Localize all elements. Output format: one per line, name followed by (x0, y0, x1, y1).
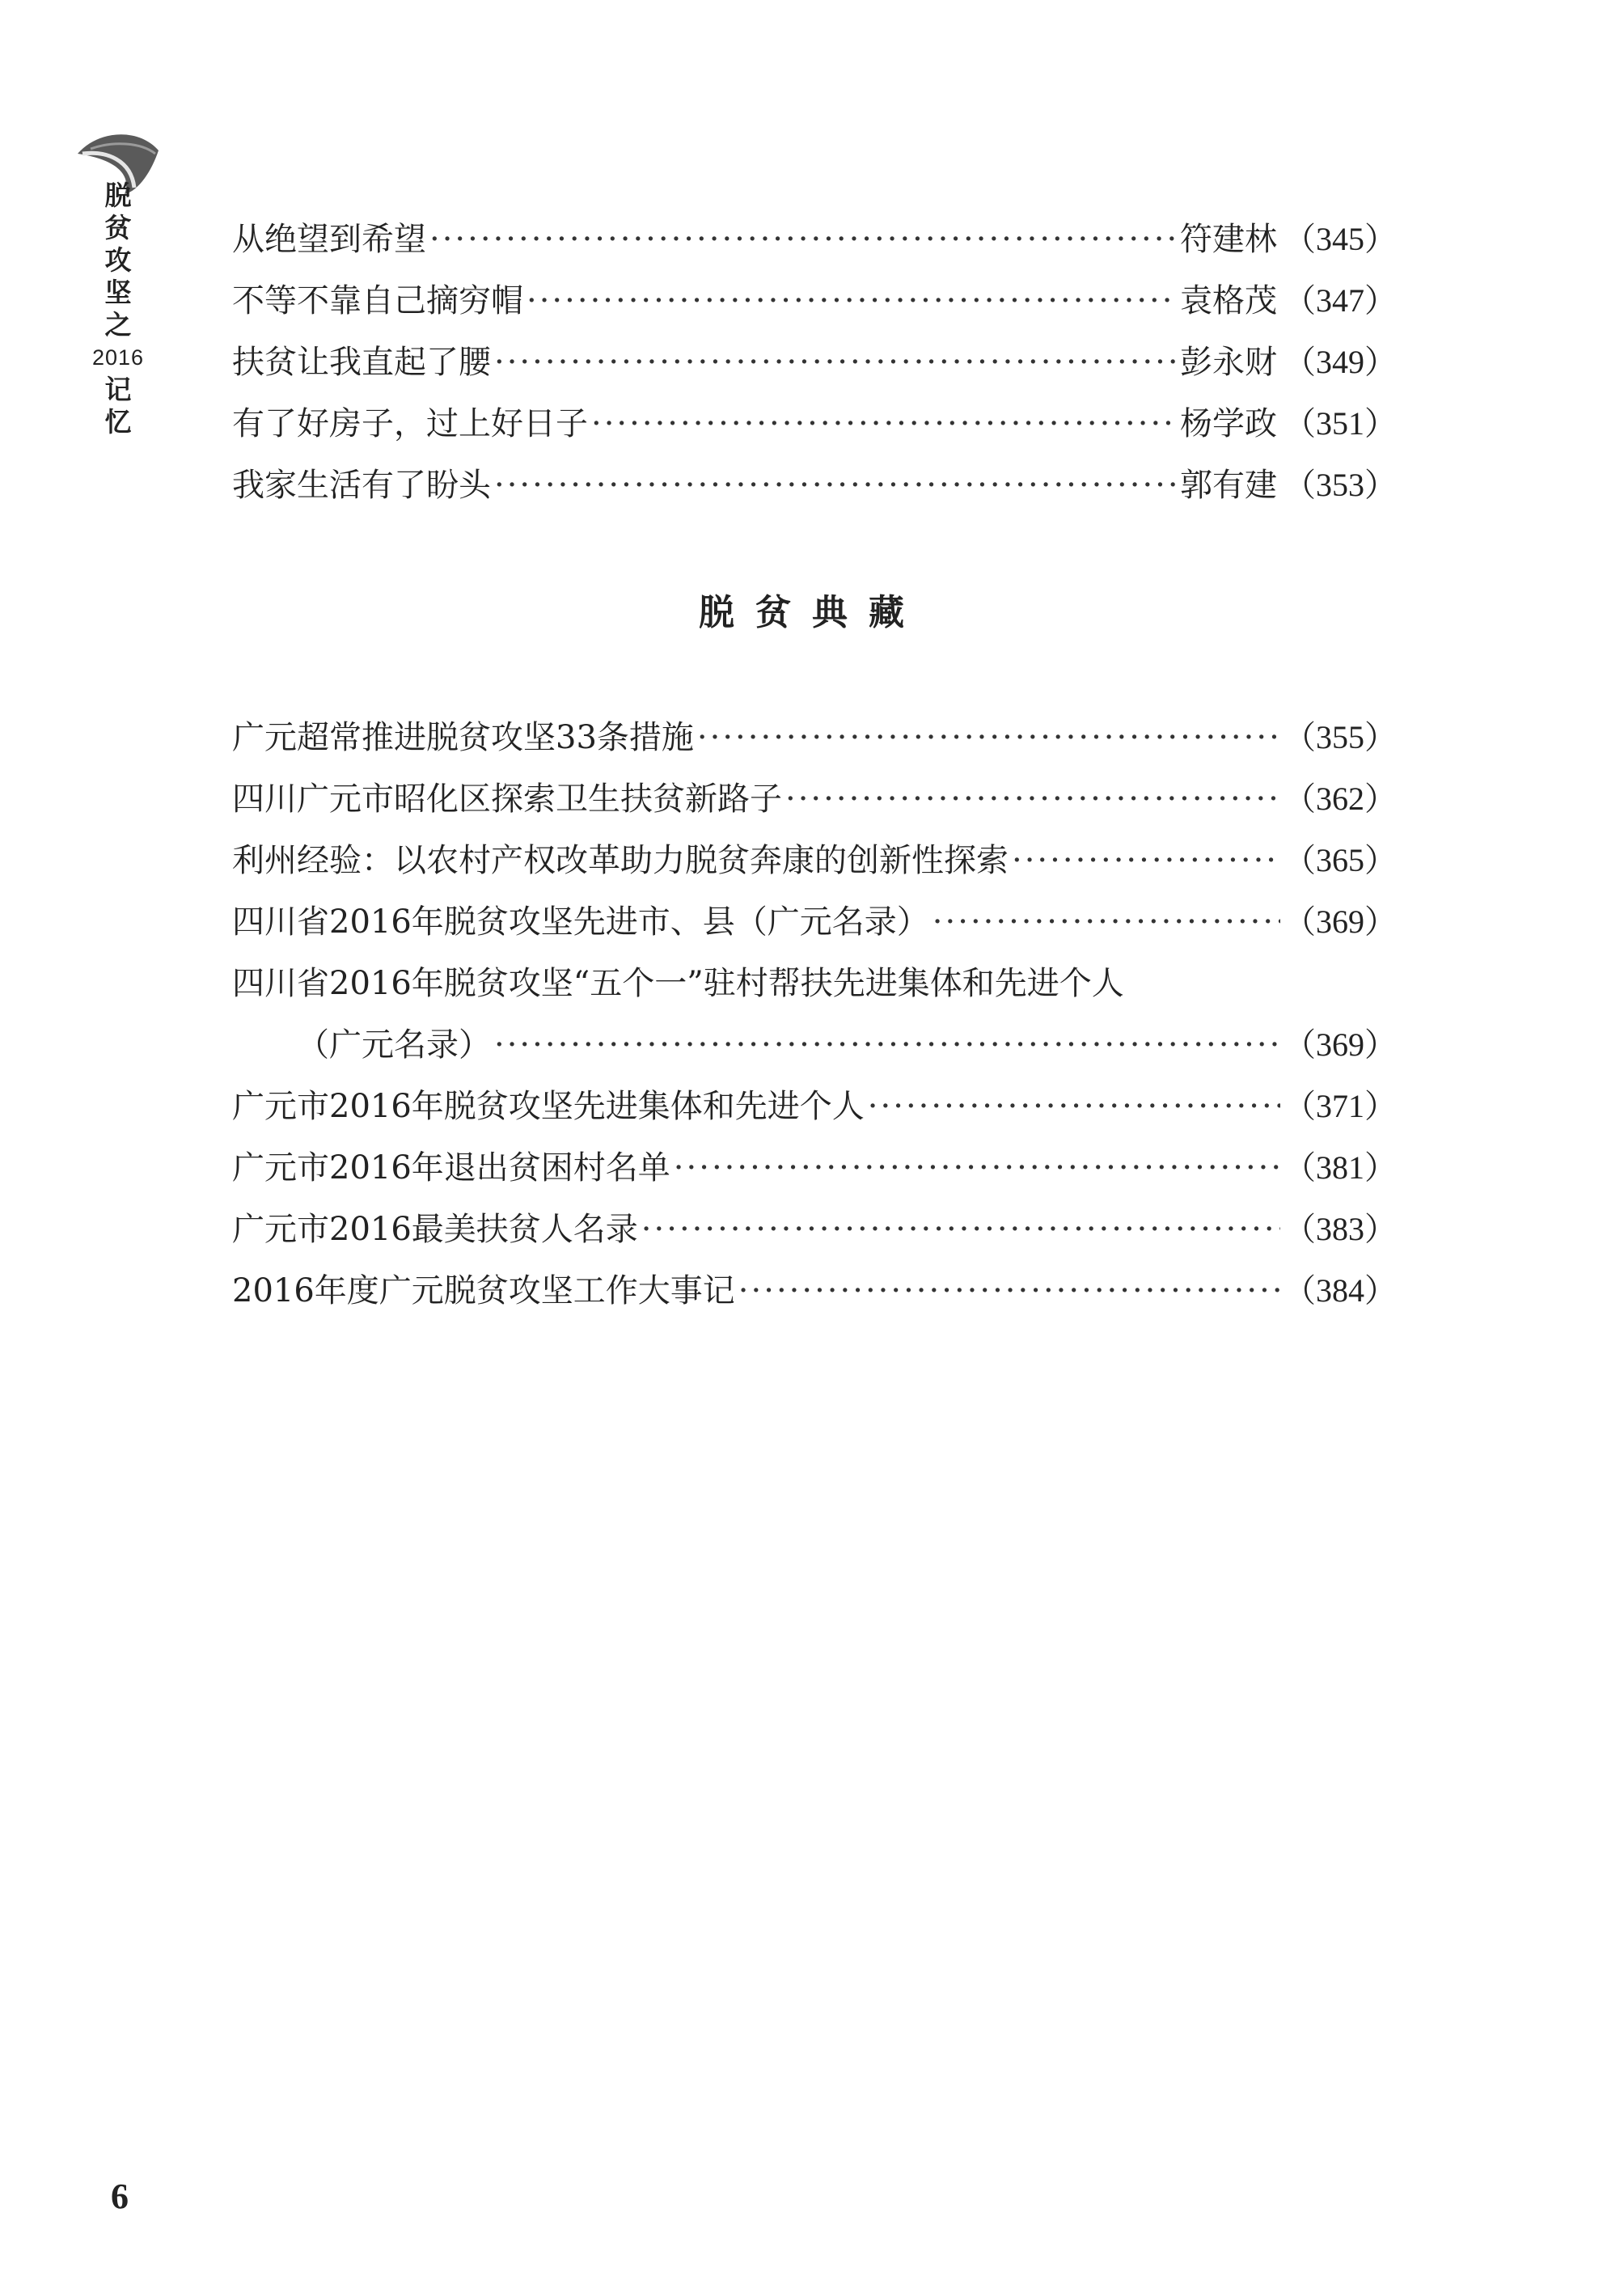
toc-entry-page: （351） (1284, 405, 1397, 442)
toc-entry-title: 广元市2016年退出贫困村名单 (232, 1149, 670, 1187)
book-title-char: 坚 (104, 277, 132, 308)
book-title-char: 脱 (104, 180, 132, 211)
toc-entry-title: 广元市2016年脱贫攻坚先进集体和先进个人 (232, 1088, 865, 1125)
toc-entry-page: （383） (1284, 1211, 1397, 1247)
toc-entry-title: 四川省2016年脱贫攻坚“五个一”驻村帮扶先进集体和先进个人 (232, 965, 1124, 1002)
book-title-char: 记 (104, 374, 132, 405)
dot-leader (527, 270, 1177, 332)
toc-entry-page: （384） (1284, 1272, 1397, 1309)
toc-entry[interactable] (232, 1137, 1397, 1199)
toc-entry-page: （347） (1284, 282, 1397, 319)
book-title-char: 攻 (104, 244, 132, 276)
section-heading: 脱贫典藏 (699, 592, 925, 633)
toc-entry-title: （广元名录） (297, 1026, 491, 1064)
toc-entry-page: （365） (1284, 842, 1397, 878)
toc-entry-author: 杨学政 (1180, 405, 1277, 442)
toc-entry[interactable] (232, 1260, 1397, 1322)
toc-list-section (232, 707, 1397, 1322)
toc-entry[interactable] (232, 332, 1397, 393)
toc-entry-author: 郭有建 (1180, 467, 1277, 504)
dot-leader (494, 1014, 1280, 1076)
toc-list-top (232, 209, 1397, 516)
toc-entry-page: （369） (1284, 1026, 1397, 1063)
dot-leader (494, 455, 1177, 516)
book-title-vertical (91, 180, 145, 438)
toc-entry[interactable] (232, 830, 1397, 891)
toc-entry-title: 我家生活有了盼头 (232, 467, 491, 504)
dot-leader (591, 393, 1177, 455)
toc-entry-page: （369） (1284, 903, 1397, 940)
dot-leader (697, 707, 1280, 768)
toc-entry-title: 不等不靠自己摘穷帽 (232, 282, 523, 319)
toc-entry-author: 袁格茂 (1180, 282, 1277, 319)
toc-entry-page: （381） (1284, 1149, 1397, 1186)
toc-entry-title: 广元超常推进脱贫攻坚33条措施 (232, 719, 694, 756)
toc-entry-page: （353） (1284, 467, 1397, 503)
book-title-char: 忆 (104, 406, 132, 438)
toc-entry-page: （362） (1284, 781, 1397, 817)
book-title-char: 之 (104, 309, 132, 341)
toc-entry-multiline-first[interactable] (232, 953, 1397, 1014)
book-title-year: 2016 (91, 345, 145, 370)
toc-entry-page: （355） (1284, 719, 1397, 755)
toc-entry-title: 利州经验：以农村产权改革助力脱贫奔康的创新性探索 (232, 842, 1009, 879)
dot-leader (674, 1137, 1280, 1199)
dot-leader (933, 891, 1280, 953)
toc-entry[interactable] (232, 455, 1397, 516)
book-title-char: 贫 (104, 212, 132, 243)
toc-entry[interactable] (232, 891, 1397, 953)
dot-leader (868, 1076, 1280, 1137)
toc-entry[interactable] (232, 1076, 1397, 1137)
toc-entry[interactable] (232, 1199, 1397, 1260)
dot-leader (641, 1199, 1280, 1260)
toc-entry-title: 四川省2016年脱贫攻坚先进市、县（广元名录） (232, 903, 929, 941)
dot-leader (429, 209, 1177, 270)
toc-entry[interactable] (232, 707, 1397, 768)
dot-leader (785, 768, 1280, 830)
dot-leader (738, 1260, 1280, 1322)
toc-entry-title: 从绝望到希望 (232, 221, 426, 258)
toc-entry-page: （371） (1284, 1088, 1397, 1124)
toc-entry[interactable] (232, 270, 1397, 332)
toc-entry[interactable] (232, 768, 1397, 830)
dot-leader (494, 332, 1177, 393)
toc-entry-title: 扶贫让我直起了腰 (232, 344, 491, 381)
page-number: 6 (111, 2177, 129, 2216)
toc-entry-title: 四川广元市昭化区探索卫生扶贫新路子 (232, 781, 782, 818)
toc-entry-page: （349） (1284, 344, 1397, 380)
toc-entry-multiline-second[interactable] (232, 1014, 1397, 1076)
toc-entry-title: 有了好房子，过上好日子 (232, 405, 588, 442)
toc-entry-title: 2016年度广元脱贫攻坚工作大事记 (232, 1272, 735, 1309)
toc-entry-author: 彭永财 (1180, 344, 1277, 381)
toc-entry-title: 广元市2016最美扶贫人名录 (232, 1211, 638, 1248)
toc-entry[interactable] (232, 393, 1397, 455)
toc-entry[interactable] (232, 209, 1397, 270)
toc-entry-author: 符建林 (1180, 221, 1277, 258)
toc-entry-page: （345） (1284, 221, 1397, 257)
dot-leader (1012, 830, 1280, 891)
